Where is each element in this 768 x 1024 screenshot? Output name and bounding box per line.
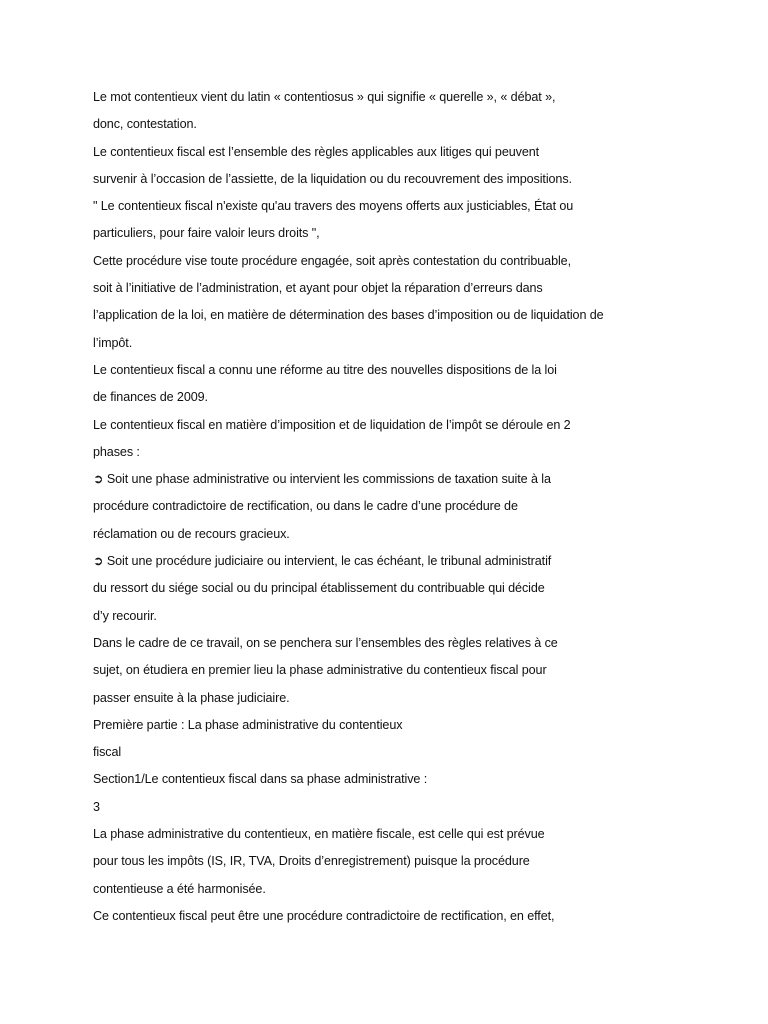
text-line: Ce contentieux fiscal peut être une procédure contradictoire de rectification, en effet, — [93, 908, 555, 923]
page-number: 3 — [93, 799, 100, 814]
bullet-line: ➲ Soit une procédure judiciaire ou intervient, le cas échéant, le tribunal administratif — [93, 554, 552, 569]
text-line: procédure contradictoire de rectification, ou dans le cadre d’une procédure de — [93, 499, 518, 514]
section-heading: Section1/Le contentieux fiscal dans sa phase administrative : — [93, 772, 428, 787]
text-line: Le contentieux fiscal est l’ensemble des règles applicables aux litiges qui peuvent — [93, 144, 540, 159]
text-line: de finances de 2009. — [93, 390, 208, 405]
text-line: passer ensuite à la phase judiciaire. — [93, 690, 290, 705]
bullet-line: ➲ Soit une phase administrative ou intervient les commissions de taxation suite à la — [93, 472, 551, 487]
text-line: Le contentieux fiscal a connu une réforme au titre des nouvelles dispositions de la loi — [93, 362, 557, 377]
text-line: survenir à l’occasion de l’assiette, de la liquidation ou du recouvrement des impositions. — [93, 171, 572, 186]
text-line: donc, contestation. — [93, 117, 197, 132]
text-line: réclamation ou de recours gracieux. — [93, 526, 290, 541]
text-line: soit à l’initiative de l’administration, et ayant pour objet la réparation d’erreurs dans — [93, 281, 543, 296]
text-line: l’application de la loi, en matière de détermination des bases d’imposition ou de liquidation de — [93, 308, 604, 323]
text-line: d’y recourir. — [93, 608, 157, 623]
text-line: sujet, on étudiera en premier lieu la phase administrative du contentieux fiscal pour — [93, 663, 547, 678]
part-heading: Première partie : La phase administrative du contentieux — [93, 717, 403, 732]
text-line: Dans le cadre de ce travail, on se penchera sur l’ensembles des règles relatives à ce — [93, 635, 558, 650]
text-line: " Le contentieux fiscal n'existe qu'au travers des moyens offerts aux justiciables, État ou — [93, 199, 574, 214]
part-heading: fiscal — [93, 745, 122, 760]
text-line: La phase administrative du contentieux, en matière fiscale, est celle qui est prévue — [93, 827, 545, 842]
text-line: Le contentieux fiscal en matière d’imposition et de liquidation de l’impôt se déroule en 2 — [93, 417, 571, 432]
text-line: Le mot contentieux vient du latin « contentiosus » qui signifie « querelle », « débat », — [93, 90, 556, 104]
text-line: pour tous les impôts (IS, IR, TVA, Droits d’enregistrement) puisque la procédure — [93, 854, 530, 869]
body-text — [93, 84, 753, 930]
text-line: Cette procédure vise toute procédure engagée, soit après contestation du contribuable, — [93, 253, 571, 268]
text-line: du ressort du siége social ou du principal établissement du contribuable qui décide — [93, 581, 545, 596]
text-line: particuliers, pour faire valoir leurs droits ", — [93, 226, 320, 241]
text-line: phases : — [93, 444, 140, 459]
text-line: contentieuse a été harmonisée. — [93, 881, 266, 896]
text-line: l’impôt. — [93, 335, 133, 350]
